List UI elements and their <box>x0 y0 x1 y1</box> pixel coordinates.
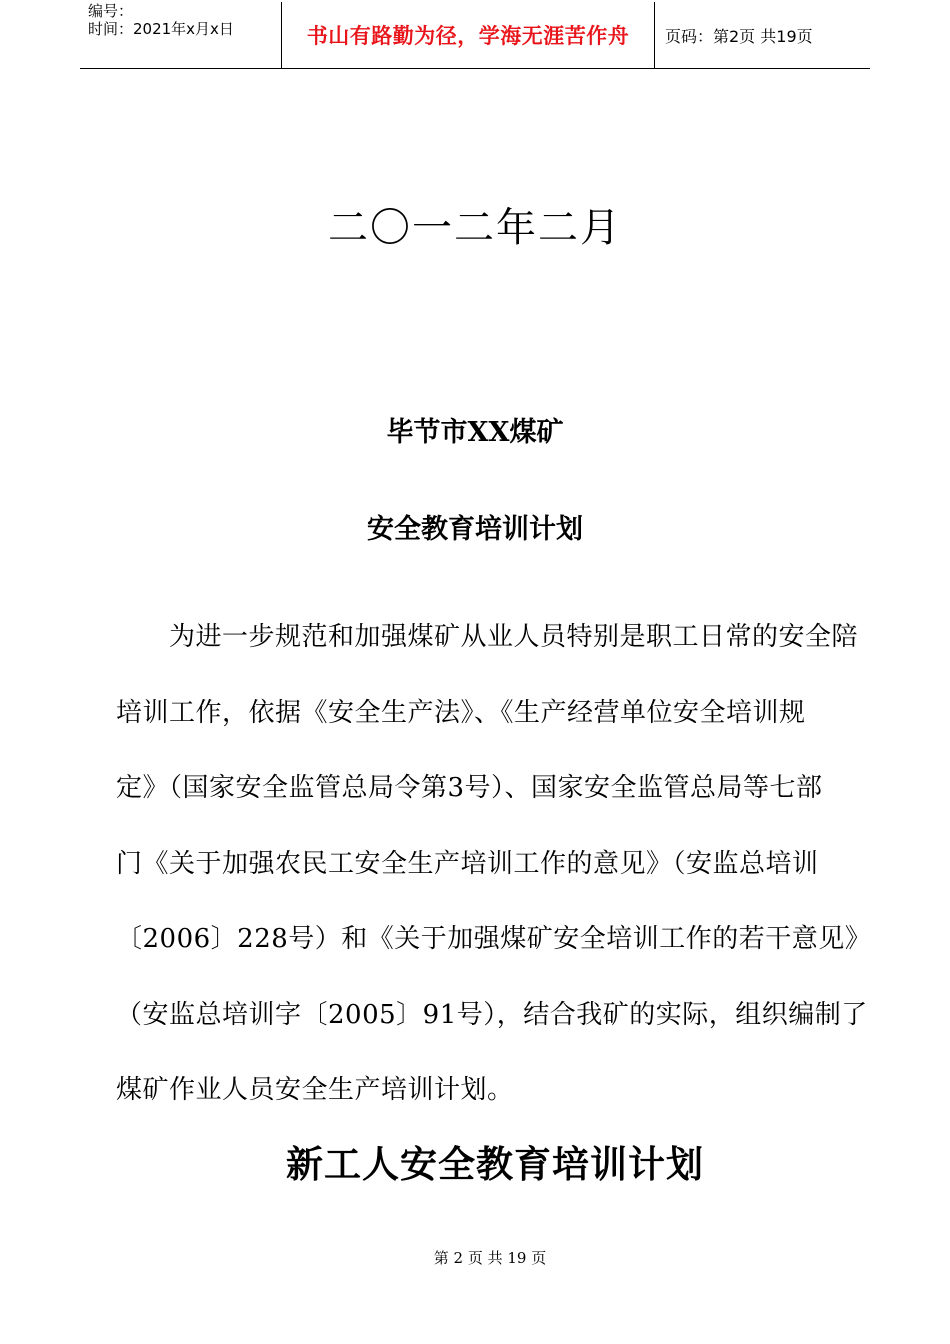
page-footer: 第 2 页 共 19 页 <box>433 1249 547 1267</box>
number-label: 编号： <box>88 2 134 20</box>
body-paragraph <box>116 600 872 1129</box>
page-header <box>80 2 870 69</box>
body-line: 定》（国家安全监管总局令第3号）、国家安全监管总局等七部 <box>116 773 823 803</box>
body-line: （安监总培训字〔2005〕91号），结合我矿的实际，组织编制了 <box>116 999 868 1030</box>
section-title: 新工人安全教育培训计划 <box>286 1142 704 1186</box>
body-line: 煤矿作业人员安全生产培训计划。 <box>116 1075 514 1105</box>
header-page-info: 页码：第2页 共19页 <box>665 26 813 46</box>
body-line: 门《关于加强农民工安全生产培训工作的意见》（安监总培训 <box>116 848 819 879</box>
plan-title: 安全教育培训计划 <box>367 514 583 545</box>
time-label: 时间：2021年x月x日 <box>88 20 234 38</box>
body-line: 〔2006〕228号）和《关于加强煤矿安全培训工作的若干意见》 <box>116 924 872 954</box>
header-meta <box>80 2 282 68</box>
mine-name: 毕节市XX煤矿 <box>386 417 564 448</box>
body-line: 为进一步规范和加强煤矿从业人员特别是职工日常的安全陪 <box>116 622 859 652</box>
body-line: 培训工作，依据《安全生产法》、《生产经营单位安全培训规 <box>116 697 806 728</box>
date-title: 二〇一二年二月 <box>328 205 622 251</box>
header-motto: 书山有路勤为径，学海无涯苦作舟 <box>282 2 655 68</box>
